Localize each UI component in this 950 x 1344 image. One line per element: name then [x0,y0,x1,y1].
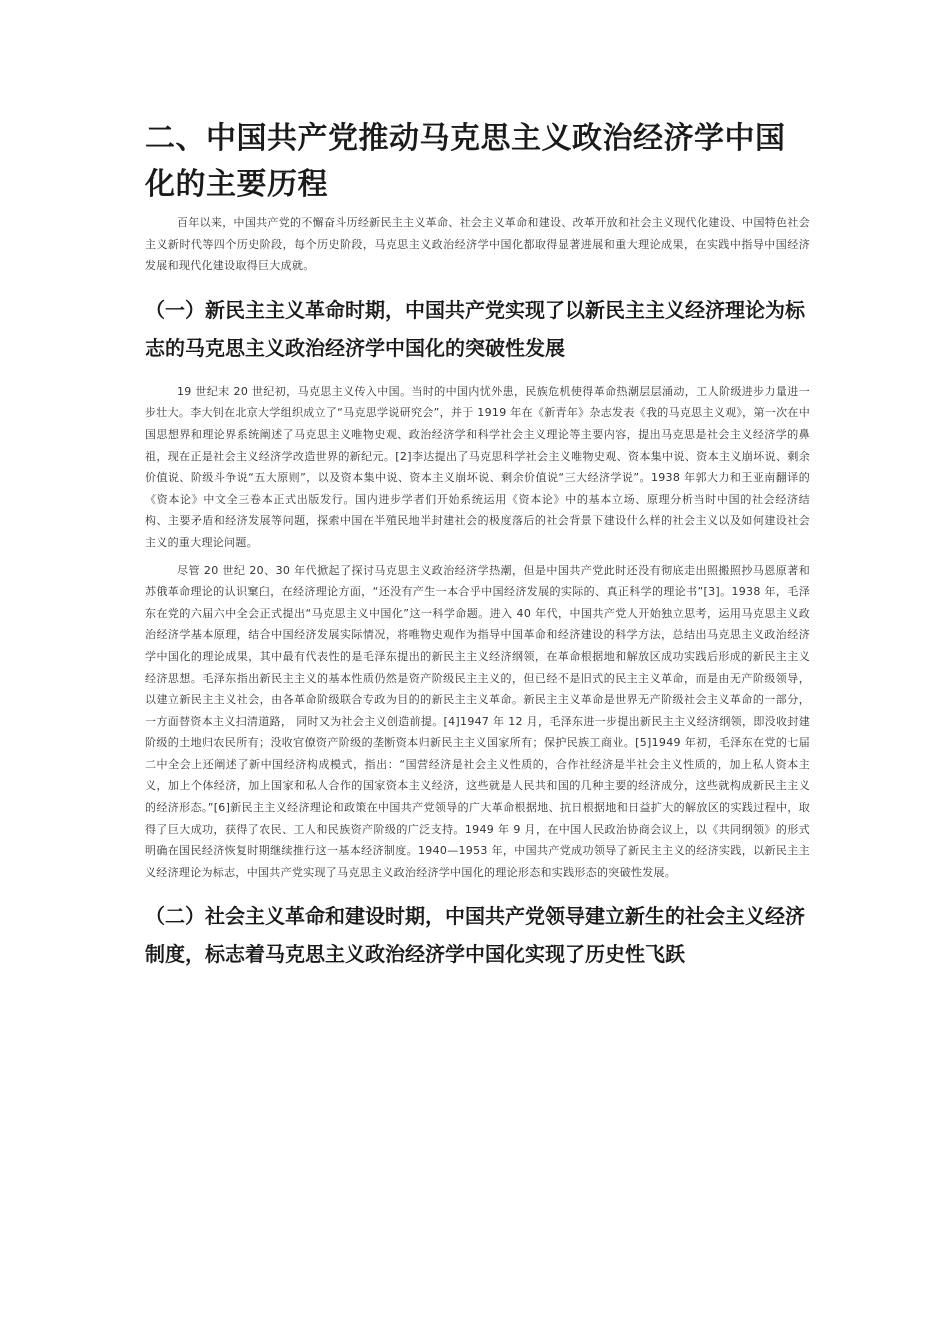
page-title: 二、中国共产党推动马克思主义政治经济学中国化的主要历程 [145,121,786,202]
section-1-paragraph-1: 19 世纪末 20 世纪初，马克思主义传入中国。当时的中国内忧外患，民族危机使得革命热潮层层涌动，工人阶级进步力量进一步壮大。李大钊在北京大学组织成立了“马克思学说研究会”，并于 1919 年在《新青年》杂志发表《我的马克思主义观》，第一次在中国思想界和理论界系统阐述了马克思主义唯物史观、政治经济学和科学社会主义理论等主要内容，提出马克思是社会主义经济学的鼻祖，现在正是社会主义经济学改造世界的新纪元。[2]李达提出了马克思科学社会主义唯物史观、资本集中说、资本主义崩坏说、剩余价值说、阶级斗争说“五大原则”，以及资本集中说、资本主义崩坏说、剩余价值说“三大经济学说”。1938 年郭大力和王亚南翻译的《资本论》中文全三卷本正式出版发行。国内进步学者们开始系统运用《资本论》中的基本立场、原理分析当时中国的社会经济结构、主要矛盾和经济发展等问题，探索中国在半殖民地半封建社会的极度落后的社会背景下建设什么样的社会主义以及如何建设社会主义的重大理论问题。 [145,384,810,549]
section-1-paragraph-2: 尽管 20 世纪 20、30 年代掀起了探讨马克思主义政治经济学热潮，但是中国共产党此时还没有彻底走出照搬照抄马恩原著和苏俄革命理论的认识窠臼，在经济理论方面，“还没有产生一本合乎中国经济发展的实际的、真正科学的理论书”[3]。1938 年，毛泽东在党的六届六中全会正式提出“马克思主义中国化”这一科学命题。进入 40 年代，中国共产党人开始独立思考，运用马克思主义政治经济学基本原理，结合中国经济发展实际情况，将唯物史观作为指导中国革命和经济建设的科学方法，总结出马克思主义政治经济学中国化的理论成果，其中最有代表性的是毛泽东提出的新民主主义经济纲领，在革命根据地和解放区成功实践后形成的新民主主义经济思想。毛泽东指出新民主主义的基本性质仍然是资产阶级民主主义的，但已经不是旧式的民主主义革命，而是由无产阶级领导，以建立新民主主义社会，由各革命阶级联合专政为目的的新民主主义革命。新民主主义革命是世界无产阶级社会主义革命的一部分，一方面替资本主义扫清道路， 同时又为社会主义创造前提。[4]1947 年 12 月，毛泽东进一步提出新民主主义经济纲领，即没收封建阶级的土地归农民所有；没收官僚资产阶级的垄断资本归新民主主义国家所有；保护民族工商业。[5]1949 年初，毛泽东在党的七届二中全会上还阐述了新中国经济构成模式，指出：“国营经济是社会主义性质的，合作社经济是半社会主义性质的，加上私人资本主义，加上个体经济，加上国家和私人合作的国家资本主义经济，这些就是人民共和国的几种主要的经济成分，这些就构成新民主主义的经济形态。”[6]新民主主义经济理论和政策在中国共产党领导的广大革命根据地、抗日根据地和日益扩大的解放区的实践过程中，取得了巨大成功，获得了农民、工人和民族资产阶级的广泛支持。1949 年 9 月，在中国人民政治协商会议上，以《共同纲领》的形式明确在国民经济恢复时期继续推行这一基本经济制度。1940—1953 年，中国共产党成功领导了新民主主义的经济实践，以新民主主义经济理论为标志，中国共产党实现了马克思主义政治经济学中国化的理论形态和实践形态的突破性发展。 [145,563,810,879]
intro-paragraph: 百年以来，中国共产党的不懈奋斗历经新民主主义革命、社会主义革命和建设、改革开放和社会主义现代化建设、中国特色社会主义新时代等四个历史阶段，每个历史阶段，马克思主义政治经济学中国化都取得显著进展和重大理论成果，在实践中指导中国经济发展和现代化建设取得巨大成就。 [145,216,810,273]
document-page [145,116,810,973]
section-2-heading: （二）社会主义革命和建设时期，中国共产党领导建立新生的社会主义经济制度，标志着马克思主义政治经济学中国化实现了历史性飞跃 [145,904,805,967]
section-1-heading: （一）新民主主义革命时期，中国共产党实现了以新民主主义经济理论为标志的马克思主义政治经济学中国化的突破性发展 [145,297,805,360]
